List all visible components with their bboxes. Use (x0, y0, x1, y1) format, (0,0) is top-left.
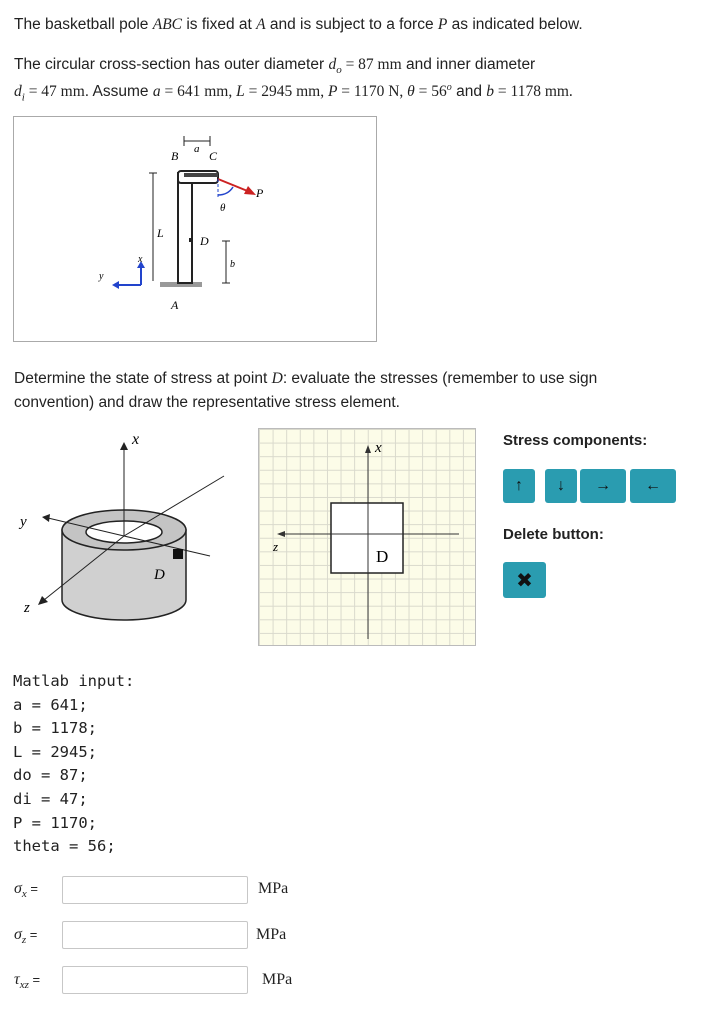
arrow-down-icon: ↓ (557, 477, 565, 494)
pole-diagram (14, 117, 378, 343)
sigma-x-label: $\sigma_x$ = (14, 880, 38, 901)
tau-xz-label: $\tau_{xz}$ = (14, 971, 41, 992)
label-y-axis: y (99, 271, 104, 282)
sigma-z-label: $\sigma_z$ = (14, 926, 38, 947)
axis-x-arrowhead (120, 442, 128, 450)
matlab-line: b = 1178; (13, 719, 97, 737)
instructions-line-1: Determine the state of stress at point D: evaluate the stresses (remember to use sign (14, 370, 598, 387)
label-x-axis: x (132, 431, 140, 448)
label-c-point: C (209, 149, 218, 163)
label-a-dim: a (194, 143, 200, 155)
cylinder-figure (0, 428, 240, 648)
axis-y-arrowhead (112, 281, 119, 289)
matlab-line: a = 641; (13, 696, 88, 714)
delete-button[interactable] (503, 562, 546, 598)
force-p-arrow (218, 179, 250, 192)
matlab-line: P = 1170; (13, 814, 97, 832)
stress-up-button[interactable] (503, 469, 535, 503)
label-z-axis: z (24, 600, 30, 616)
problem-line-3: $d_i = 47$ mm. Assume a = 641 mm, L = 2945 mm, P = 1170 N, $\theta = 56^o$ and b = 1178 mm. (14, 82, 573, 104)
matlab-title: Matlab input: (13, 672, 135, 690)
label-b-point: B (171, 149, 179, 163)
theta-arc (218, 187, 233, 195)
point-d-marker (189, 238, 193, 242)
instructions-line-2: convention) and draw the representative stress element. (14, 394, 400, 411)
label-a-point: A (171, 298, 179, 312)
matlab-line: di = 47; (13, 790, 88, 808)
arrow-left-icon: ← (645, 477, 661, 494)
stress-components-heading: Stress components: (503, 432, 648, 449)
problem-line-2: The circular cross-section has outer diameter $d_o = 87$ mm and inner diameter (14, 56, 536, 77)
problem-line-1: The basketball pole ABC is fixed at A and is subject to a force P as indicated below. (14, 16, 583, 33)
label-b-dim: b (230, 259, 235, 270)
matlab-line: theta = 56; (13, 837, 116, 855)
pole-figure (13, 116, 377, 342)
delete-heading: Delete button: (503, 526, 604, 543)
label-y-axis: y (20, 514, 27, 530)
point-d-marker (173, 549, 183, 559)
element-label-d: D (376, 547, 389, 566)
tau-xz-input[interactable] (62, 966, 248, 994)
label-d-point: D (154, 567, 165, 583)
label-x-axis: x (138, 254, 143, 265)
arrow-up-icon: ↑ (515, 477, 523, 494)
force-p-arrowhead (244, 186, 256, 195)
stress-left-button[interactable] (630, 469, 676, 503)
element-axis-x-arrowhead (365, 445, 371, 453)
sigma-z-input[interactable] (62, 921, 248, 949)
label-theta: θ (220, 202, 226, 214)
label-p-force: P (256, 186, 264, 200)
tau-xz-unit: MPa (262, 971, 293, 988)
sigma-x-input[interactable] (62, 876, 248, 904)
stress-element-diagram (259, 429, 477, 647)
pole-vertical (178, 173, 192, 283)
stress-right-button[interactable] (580, 469, 626, 503)
label-l-dim: L (157, 226, 164, 240)
element-label-z: z (273, 539, 279, 554)
sigma-z-unit: MPa (256, 926, 287, 943)
cylinder-diagram (0, 428, 240, 648)
stress-element-canvas[interactable] (258, 428, 476, 646)
sigma-x-unit: MPa (258, 880, 289, 897)
element-label-x: x (375, 440, 382, 456)
arrow-right-icon: → (595, 477, 611, 494)
matlab-line: do = 87; (13, 766, 88, 784)
pole-arm-top (184, 173, 218, 177)
element-axis-z-arrowhead (277, 531, 285, 537)
close-icon: ✖ (516, 569, 533, 592)
axis-y-arrowhead (42, 514, 50, 522)
stress-down-button[interactable] (545, 469, 577, 503)
matlab-line: L = 2945; (13, 743, 97, 761)
label-d-point: D (200, 234, 209, 248)
axis-z-arrowhead (38, 596, 48, 605)
